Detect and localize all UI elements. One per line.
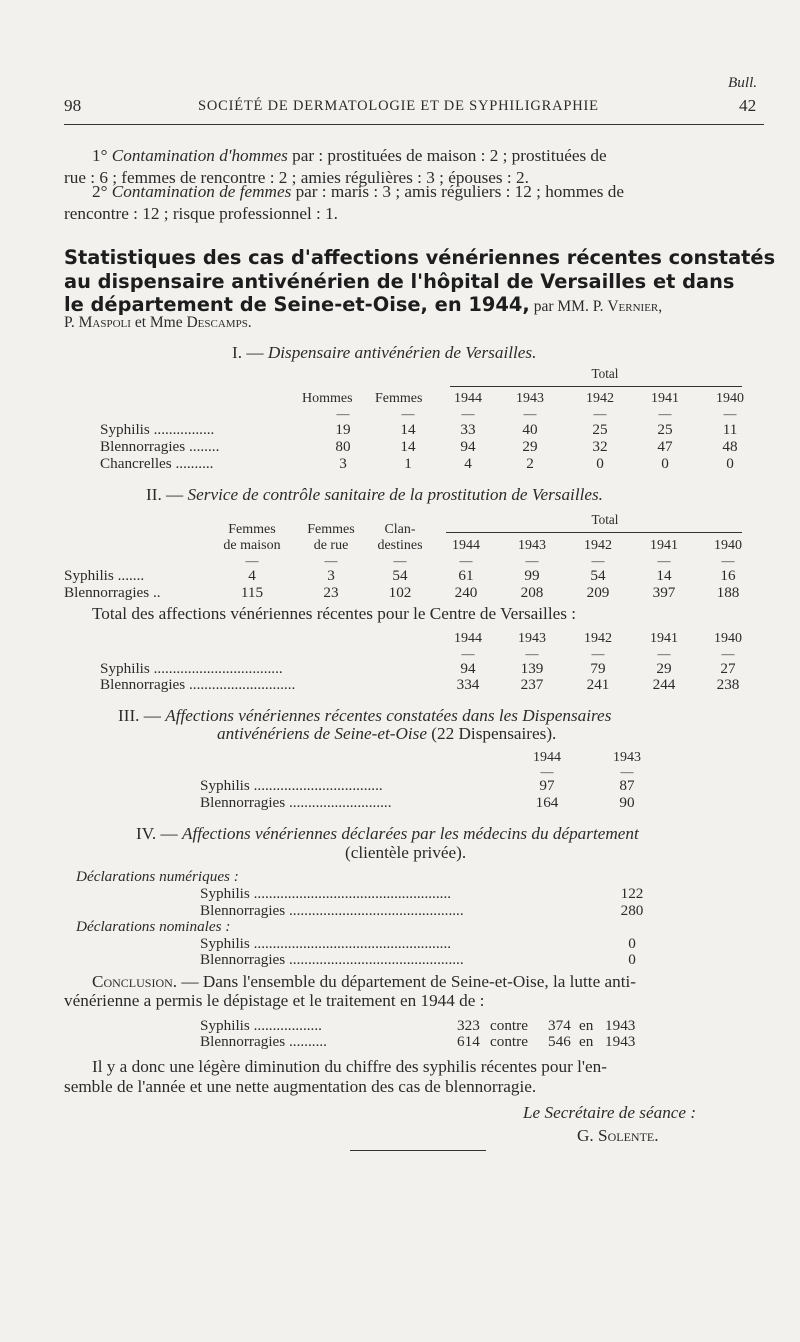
s1-cell: 32 <box>592 438 608 455</box>
s2-dash: — <box>393 553 407 568</box>
s2-header: destines <box>377 538 423 553</box>
s3-cell: 87 <box>619 777 635 794</box>
s2-dash: — <box>525 553 539 568</box>
tc-header: 1941 <box>650 631 678 646</box>
conclusion-row-label: Blennorragies .......... <box>200 1033 327 1050</box>
s4-cell: 122 <box>620 885 644 902</box>
s2-dash: — <box>459 553 473 568</box>
s1-header-1942: 1942 <box>586 391 614 406</box>
section-1-total-label: Total <box>591 366 619 381</box>
tc-row-label: Syphilis .................................. <box>100 660 283 677</box>
bull-label: Bull. <box>728 74 758 91</box>
s1-cell: 3 <box>339 455 347 472</box>
s1-header-femmes: Femmes <box>375 391 423 406</box>
conclusion-cell: 1943 <box>605 1017 636 1034</box>
conclusion-paragraph-line-2: semble de l'année et une nette augmentation des cas de blennorragie. <box>64 1077 537 1096</box>
s2-header: de rue <box>313 538 349 553</box>
tc-cell: 27 <box>720 660 736 677</box>
s1-header-1944: 1944 <box>454 391 482 406</box>
section-2-heading: II. — Service de contrôle sanitaire de la prostitution de Versailles. <box>146 485 603 504</box>
conclusion-cell: 614 <box>457 1033 480 1050</box>
s2-cell: 102 <box>388 584 412 601</box>
s1-header-hommes: Hommes <box>302 391 353 406</box>
decl-nominales-label: Déclarations nominales : <box>76 918 231 935</box>
s2-cell: 14 <box>656 567 672 584</box>
section-4-heading-line-1: IV. — Affections vénériennes déclarées par les médecins du département <box>136 824 639 843</box>
total-centre-heading: Total des affections vénériennes récentes pour le Centre de Versailles : <box>92 604 576 623</box>
s1-dash: — <box>401 406 415 421</box>
s1-cell: 4 <box>464 455 472 472</box>
s2-cell: 4 <box>248 567 256 584</box>
tc-cell: 241 <box>586 676 610 693</box>
tc-row-label: Blennorragies ............................ <box>100 676 296 693</box>
tc-cell: 79 <box>590 660 606 677</box>
tc-dash: — <box>461 646 475 661</box>
section-3-heading-line-1: III. — Affections vénériennes récentes constatées dans les Dispensaires <box>118 706 612 725</box>
s3-cell: 90 <box>619 794 635 811</box>
s3-header: 1943 <box>613 750 641 765</box>
s1-cell: 80 <box>335 438 351 455</box>
tc-dash: — <box>721 646 735 661</box>
s4-row-label: Blennorragies .............................................. <box>200 951 464 968</box>
intro-line-4: rencontre : 12 ; risque professionnel : 1. <box>64 204 338 223</box>
tc-header: 1942 <box>584 631 612 646</box>
s2-cell: 16 <box>720 567 736 584</box>
s2-dash: — <box>324 553 338 568</box>
s1-cell: 1 <box>404 455 412 472</box>
s1-row-label: Syphilis ................ <box>100 421 215 438</box>
s2-header: de maison <box>223 538 281 553</box>
s2-cell: 188 <box>716 584 740 601</box>
s1-cell: 14 <box>400 421 416 438</box>
header-rule <box>64 124 764 125</box>
s3-header: 1944 <box>533 750 561 765</box>
s2-cell: 99 <box>524 567 540 584</box>
s1-dash: — <box>723 406 737 421</box>
tc-header: 1940 <box>714 631 742 646</box>
article-authors: P. Maspoli et Mme Descamps. <box>64 314 252 331</box>
s2-cell: 240 <box>454 584 478 601</box>
s2-header-top: Clan- <box>384 522 416 537</box>
s1-cell: 29 <box>522 438 538 455</box>
section-1-total-brace <box>450 386 742 387</box>
s3-cell: 164 <box>535 794 559 811</box>
s3-row-label: Blennorragies ........................... <box>200 794 392 811</box>
conclusion-cell: contre <box>490 1017 528 1034</box>
intro-line-1: 1° Contamination d'hommes par : prostituées de maison : 2 ; prostituées de <box>92 146 607 165</box>
tc-cell: 139 <box>520 660 544 677</box>
s2-header: 1944 <box>452 538 480 553</box>
s1-cell: 48 <box>722 438 738 455</box>
decl-numeriques-label: Déclarations numériques : <box>76 868 239 885</box>
s2-row-label: Blennorragies .. <box>64 584 161 601</box>
s3-row-label: Syphilis .................................. <box>200 777 383 794</box>
s1-dash: — <box>336 406 350 421</box>
section-2-total-label: Total <box>591 512 619 527</box>
s2-cell: 397 <box>652 584 676 601</box>
tc-cell: 238 <box>716 676 740 693</box>
conclusion-cell: 323 <box>457 1017 480 1034</box>
tc-cell: 334 <box>456 676 480 693</box>
end-rule <box>350 1150 486 1151</box>
s2-cell: 54 <box>392 567 408 584</box>
s4-row-label: Syphilis .................................................... <box>200 935 452 952</box>
running-title: SOCIÉTÉ DE DERMATOLOGIE ET DE SYPHILIGRAPHIE <box>198 98 599 114</box>
s3-dash: — <box>540 764 554 779</box>
s1-cell: 2 <box>526 455 534 472</box>
s2-header: 1943 <box>518 538 546 553</box>
s2-row-label: Syphilis ....... <box>64 567 145 584</box>
conclusion-cell: en <box>579 1017 594 1034</box>
tc-cell: 237 <box>520 676 544 693</box>
article-title-line-3: le département de Seine-et-Oise, en 1944, par MM. P. Vernier, <box>64 293 663 316</box>
conclusion-cell: en <box>579 1033 594 1050</box>
conclusion-paragraph-line-1: Il y a donc une légère diminution du chiffre des syphilis récentes pour l'en- <box>92 1057 607 1076</box>
s1-cell: 0 <box>726 455 734 472</box>
s1-dash: — <box>523 406 537 421</box>
s4-row-label: Syphilis .................................................... <box>200 885 452 902</box>
s1-row-label: Chancrelles .......... <box>100 455 214 472</box>
conclusion-cell: contre <box>490 1033 528 1050</box>
s1-header-1941: 1941 <box>651 391 679 406</box>
signature-role: Le Secrétaire de séance : <box>523 1103 697 1122</box>
s2-cell: 23 <box>323 584 339 601</box>
conclusion-cell: 546 <box>548 1033 571 1050</box>
s2-dash: — <box>721 553 735 568</box>
article-title-line-2: au dispensaire antivénérien de l'hôpital de Versailles et dans <box>64 270 735 293</box>
s2-header: 1941 <box>650 538 678 553</box>
s1-cell: 94 <box>460 438 476 455</box>
intro-line-2: rue : 6 ; femmes de rencontre : 2 ; amies régulières : 3 ; épouses : 2. <box>64 168 529 187</box>
conclusion-cell: 1943 <box>605 1033 636 1050</box>
s4-cell: 0 <box>628 951 636 968</box>
s2-header-top: Femmes <box>228 522 276 537</box>
s1-dash: — <box>593 406 607 421</box>
intro-line-3: 2° Contamination de femmes par : maris : 3 ; amis réguliers : 12 ; hommes de <box>92 182 624 201</box>
tc-cell: 94 <box>460 660 476 677</box>
s1-header-1940: 1940 <box>716 391 744 406</box>
section-4-heading-line-2: (clientèle privée). <box>345 843 467 862</box>
s2-cell: 208 <box>520 584 544 601</box>
s2-header-top: Femmes <box>307 522 355 537</box>
conclusion-cell: 374 <box>548 1017 571 1034</box>
conclusion-row-label: Syphilis .................. <box>200 1017 322 1034</box>
s4-cell: 280 <box>620 902 644 919</box>
tc-dash: — <box>525 646 539 661</box>
s2-header: 1940 <box>714 538 742 553</box>
s2-header: 1942 <box>584 538 612 553</box>
section-3-heading-line-2: antivénériens de Seine-et-Oise (22 Dispensaires). <box>217 724 557 743</box>
s2-cell: 3 <box>327 567 335 584</box>
conclusion-line-2: vénérienne a permis le dépistage et le traitement en 1944 de : <box>64 991 485 1010</box>
s1-header-1943: 1943 <box>516 391 544 406</box>
s1-cell: 33 <box>460 421 476 438</box>
s3-cell: 97 <box>539 777 555 794</box>
page-number: 98 <box>64 96 82 115</box>
s2-cell: 61 <box>458 567 474 584</box>
s3-dash: — <box>620 764 634 779</box>
s2-cell: 209 <box>586 584 610 601</box>
s1-cell: 47 <box>657 438 673 455</box>
tc-dash: — <box>657 646 671 661</box>
s2-dash: — <box>657 553 671 568</box>
tc-dash: — <box>591 646 605 661</box>
tc-cell: 29 <box>656 660 672 677</box>
s4-row-label: Blennorragies .............................................. <box>200 902 464 919</box>
section-2-total-brace <box>446 532 742 533</box>
conclusion-line-1: Conclusion. — Dans l'ensemble du département de Seine-et-Oise, la lutte anti- <box>92 972 637 991</box>
s1-dash: — <box>658 406 672 421</box>
s2-dash: — <box>591 553 605 568</box>
signature-name: G. Solente. <box>577 1126 659 1145</box>
s1-row-label: Blennorragies ........ <box>100 438 220 455</box>
s2-cell: 54 <box>590 567 606 584</box>
s2-dash: — <box>245 553 259 568</box>
bull-number: 42 <box>739 96 757 115</box>
s1-cell: 14 <box>400 438 416 455</box>
article-title-line-1: Statistiques des cas d'affections vénériennes récentes constatés <box>64 246 776 269</box>
s1-cell: 0 <box>596 455 604 472</box>
tc-header: 1943 <box>518 631 546 646</box>
s1-dash: — <box>461 406 475 421</box>
s4-cell: 0 <box>628 935 636 952</box>
s1-cell: 25 <box>657 421 673 438</box>
s2-cell: 115 <box>240 584 264 601</box>
s1-cell: 19 <box>335 421 351 438</box>
s1-cell: 40 <box>522 421 538 438</box>
tc-cell: 244 <box>652 676 676 693</box>
s1-cell: 25 <box>592 421 608 438</box>
section-1-heading: I. — Dispensaire antivénérien de Versailles. <box>232 343 537 362</box>
s1-cell: 0 <box>661 455 669 472</box>
s1-cell: 11 <box>722 421 738 438</box>
tc-header: 1944 <box>454 631 482 646</box>
